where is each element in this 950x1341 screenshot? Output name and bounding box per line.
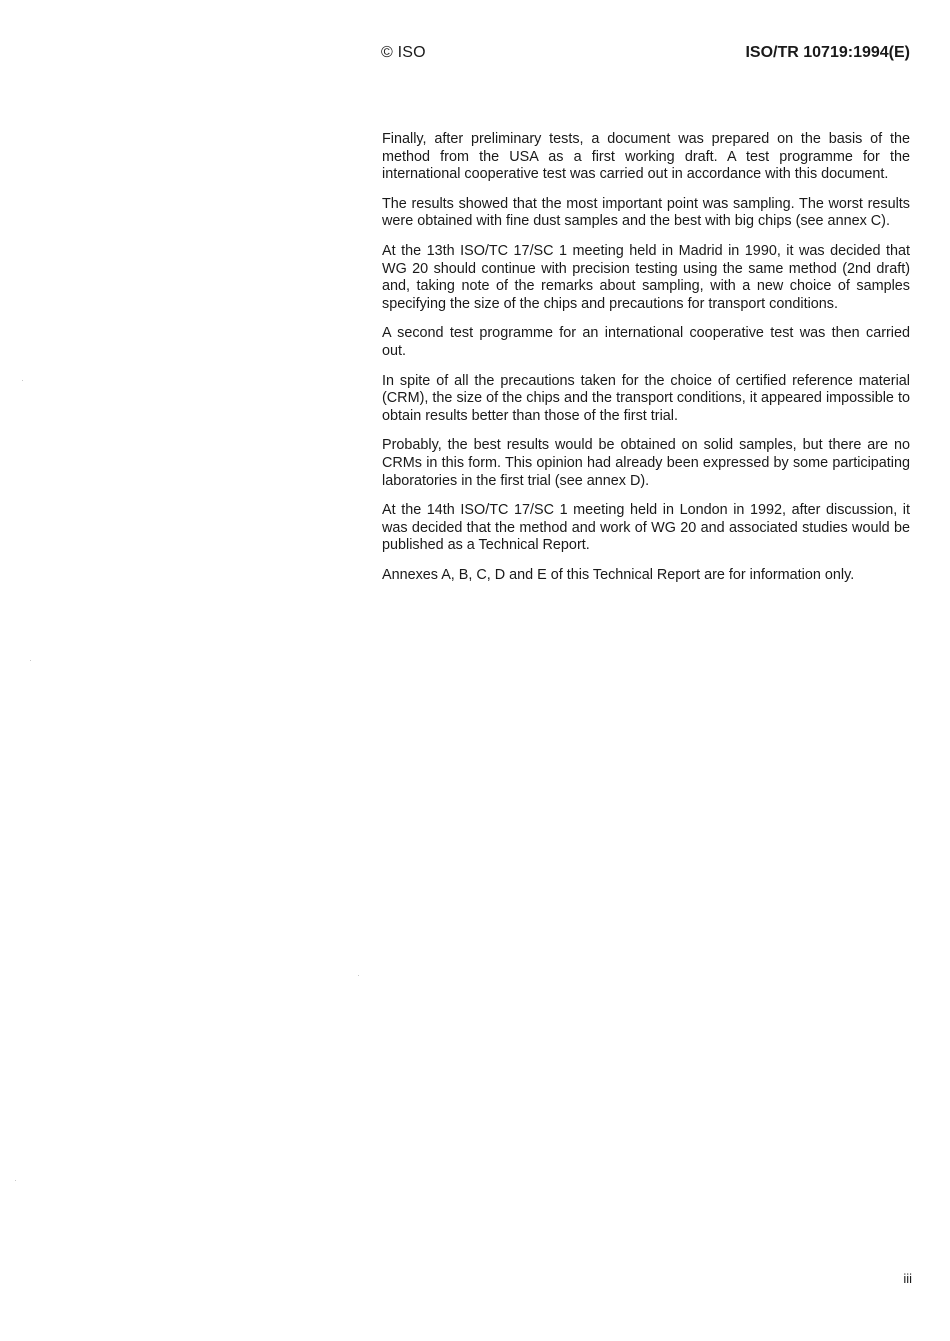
copyright-mark: © ISO [381,44,426,61]
paragraph-madrid-meeting: At the 13th ISO/TC 17/SC 1 meeting held in Madrid in 1990, it was decided that WG 20 should continue with precision testing using the same method (2nd draft) and, taking note of the remarks about sampling, with a new choice of samples specifying the size of the chips and precautions for transport conditions. [382,242,910,312]
scan-speck [30,660,31,661]
document-designation: ISO/TR 10719:1994(E) [745,44,910,61]
paragraph-first-working-draft: Finally, after preliminary tests, a document was prepared on the basis of the method from the USA as a first working draft. A test programme for the international cooperative test was carried out in accordance with this document. [382,131,910,183]
paragraph-london-meeting: At the 14th ISO/TC 17/SC 1 meeting held in London in 1992, after discussion, it was decided that the method and work of WG 20 and associated studies would be published as a Technical Report. [382,502,910,554]
paragraph-second-test-programme: A second test programme for an international cooperative test was then carried out. [382,325,910,359]
paragraph-annexes-note: Annexes A, B, C, D and E of this Technical Report are for information only. [382,566,855,583]
paragraph-solid-samples: Probably, the best results would be obtained on solid samples, but there are no CRMs in this form. This opinion had already been expressed by some participating laboratories in the first trial (see annex D). [382,437,910,489]
paragraph-crm-precautions: In spite of all the precautions taken for the choice of certified reference material (CRM), the size of the chips and the transport conditions, it appeared impossible to obtain results better than those of the first trial. [382,372,910,424]
scan-speck [15,1180,16,1181]
foreword-body [382,131,910,596]
scan-speck [358,975,359,976]
scan-speck [22,380,23,381]
page-number: iii [903,1271,912,1286]
paragraph-sampling-results: The results showed that the most important point was sampling. The worst results were obtained with fine dust samples and the best with big chips (see annex C). [382,195,910,230]
